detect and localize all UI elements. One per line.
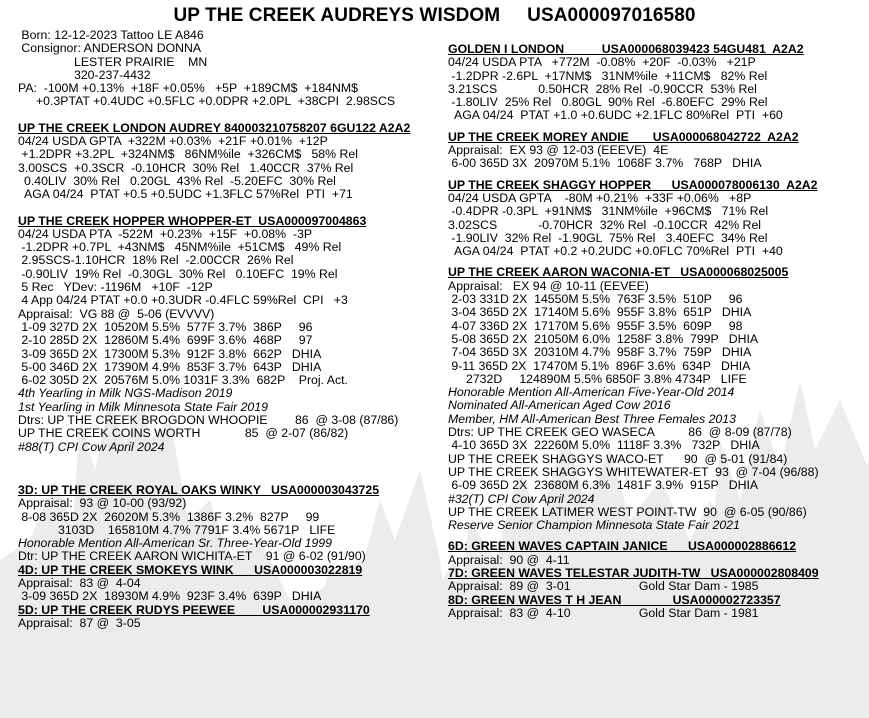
waconia-award-4: Reserve Senior Champion Minnesota State Fair 2021 — [448, 518, 740, 533]
5d-heading: 5D: UP THE CREEK RUDYS PEEWEE USA000002931170 — [18, 602, 370, 617]
3d-record: 8-08 365D 2X 26020M 5.3% 1386F 3.2% 827P 99 — [18, 509, 320, 524]
morey-appraisal: Appraisal: EX 93 @ 12-03 (EEEVE) 4E — [448, 143, 669, 158]
waconia-life: 2732D 124890M 5.5% 6850F 3.8% 4734P LIFE — [466, 371, 747, 386]
hopper-appraisal: Appraisal: VG 88 @ 5-06 (EVVVV) — [18, 306, 215, 321]
dam-heading: UP THE CREEK LONDON AUDREY 840003210758207 6GU122 A2A2 — [18, 120, 411, 135]
waconia-dtrs-3-record: 6-09 365D 2X 23680M 6.3% 1481F 3.9% 915P DHIA — [448, 478, 759, 493]
7d-heading: 7D: GREEN WAVES TELESTAR JUDITH-TW USA000002808409 — [448, 565, 819, 580]
5d-appraisal: Appraisal: 87 @ 3-05 — [18, 615, 141, 630]
pa-line-1: PA: -100M +0.13% +18F +0.05% +5P +189CM$ +184NM$ — [18, 81, 358, 96]
sire-heading: GOLDEN I LONDON USA000068039423 54GU481 A2A2 — [448, 42, 804, 56]
left-column — [18, 29, 440, 630]
3d-heading: 3D: UP THE CREEK ROYAL OAKS WINKY USA000003043725 — [18, 482, 380, 497]
waconia-award-1: Honorable Mention All-American Five-Year-Old 2014 — [448, 385, 735, 400]
hopper-award-1: 4th Yearling in Milk NGS-Madison 2019 — [18, 386, 233, 401]
8d-heading: 8D: GREEN WAVES T H JEAN USA000002723357 — [448, 592, 781, 607]
6d-appraisal: Appraisal: 90 @ 4-11 — [448, 552, 570, 567]
hopper-record-2: 2-10 285D 2X 12860M 5.4% 699F 3.6% 468P 97 — [18, 333, 313, 348]
waconia-record-5: 7-04 365D 3X 20310M 4.7% 958F 3.7% 759P DHIA — [448, 345, 752, 360]
waconia-record-3: 4-07 336D 2X 17170M 5.6% 955F 3.5% 609P 98 — [448, 318, 743, 333]
8d-appraisal: Appraisal: 83 @ 4-10 Gold Star Dam - 1981 — [448, 605, 759, 620]
4d-heading: 4D: UP THE CREEK SMOKEYS WINK USA000003022819 — [18, 562, 363, 577]
shaggy-gpta-3: 3.02SCS -0.70HCR 32% Rel -0.10CCR 42% Rel — [448, 217, 762, 232]
hopper-pta-1: 04/24 USDA PTA -522M +0.23% +15F +0.08% -3P — [18, 226, 313, 241]
consignor-city: LESTER PRAIRIE MN — [74, 54, 208, 69]
pa-line-2: +0.3PTAT +0.4UDC +0.5FLC +0.0DPR +2.0PL +38CPI 2.98SCS — [36, 94, 396, 109]
waconia-heading: UP THE CREEK AARON WACONIA-ET USA000068025005 — [448, 265, 789, 280]
dam-gpta-3: 3.00SCS +0.3SCR -0.10HCR 30% Rel 1.40CCR 37% Rel — [18, 160, 354, 175]
morey-heading: UP THE CREEK MOREY ANDIE USA000068042722 A2A2 — [448, 129, 799, 144]
hopper-award-2: 1st Yearling in Milk Minnesota State Fair 2019 — [18, 399, 268, 414]
page-title: UP THE CREEK AUDREYS WISDOM USA000097016580 — [173, 5, 696, 26]
shaggy-gpta-1: 04/24 USDA GPTA -80M +0.21% +33F +0.06% +8P — [448, 190, 752, 205]
morey-record: 6-00 365D 3X 20970M 5.1% 1068F 3.7% 768P DHIA — [448, 156, 762, 171]
sire-pta-1: 04/24 USDA PTA +772M -0.08% +20F -0.03% +21P — [448, 55, 756, 70]
waconia-record-6: 9-11 365D 2X 17470M 5.1% 896F 3.6% 634P DHIA — [448, 358, 751, 373]
shaggy-gpta-4: -1.90LIV 32% Rel -1.90GL 75% Rel 3.40EFC 34% Rel — [448, 230, 768, 245]
waconia-record-4: 5-08 365D 2X 21050M 6.0% 1258F 3.8% 799P DHIA — [448, 331, 759, 346]
shaggy-heading: UP THE CREEK SHAGGY HOPPER USA000078006130 A2A2 — [448, 177, 818, 192]
waconia-dtrs-2: UP THE CREEK SHAGGYS WACO-ET 90 @ 5-01 (91/84) — [448, 451, 788, 466]
hopper-pta-2: -1.2DPR +0.7PL +43NM$ 45NM%ile +51CM$ 49% Rel — [18, 240, 342, 255]
4d-appraisal: Appraisal: 83 @ 4-04 — [18, 575, 141, 590]
hopper-dtrs-1: Dtrs: UP THE CREEK BROGDON WHOOPIE 86 @ 3-08 (87/86) — [18, 413, 399, 428]
dam-gpta-2: +1.2DPR +3.2PL +324NM$ 86NM%ile +326CM$ 58% Rel — [18, 147, 358, 162]
3d-dtr: Dtr: UP THE CREEK AARON WICHITA-ET 91 @ 6-02 (91/90) — [18, 549, 366, 564]
sire-aga: AGA 04/24 PTAT +1.0 +0.6UDC +2.1FLC 80%Rel PTI +60 — [454, 108, 783, 123]
waconia-record-2: 3-04 365D 2X 17140M 5.6% 955F 3.8% 651P DHIA — [448, 305, 752, 320]
6d-heading: 6D: GREEN WAVES CAPTAIN JANICE USA000002886612 — [448, 539, 797, 554]
right-column — [448, 43, 866, 620]
hopper-record-5: 6-02 305D 2X 20576M 5.0% 1031F 3.3% 682P Proj. Act. — [18, 373, 348, 388]
consignor-name: Consignor: ANDERSON DONNA — [18, 41, 202, 56]
shaggy-gpta-2: -0.4DPR -0.3PL +91NM$ 31NM%ile +96CM$ 71% Rel — [448, 204, 769, 219]
7d-appraisal: Appraisal: 89 @ 3-01 Gold Star Dam - 1985 — [448, 579, 759, 594]
birth-info: Born: 12-12-2023 Tattoo LE A846 — [18, 28, 204, 42]
shaggy-aga: AGA 04/24 PTAT +0.2 +0.2UDC +0.0FLC 70%Rel PTI +40 — [454, 244, 783, 259]
hopper-cpi: #88(T) CPI Cow April 2024 — [18, 439, 165, 454]
consignor-phone: 320-237-4432 — [74, 67, 151, 82]
3d-life: 3103D 165810M 4.7% 7791F 3.4% 5671P LIFE — [58, 522, 336, 537]
hopper-dtrs-2: UP THE CREEK COINS WORTH 85 @ 2-07 (86/82) — [18, 426, 349, 441]
waconia-award-2: Nominated All-American Aged Cow 2016 — [448, 398, 671, 413]
hopper-record-4: 5-00 346D 2X 17390M 4.9% 853F 3.7% 643P DHIA — [18, 359, 322, 374]
waconia-award-3: Member, HM All-American Best Three Females 2013 — [448, 411, 736, 426]
hopper-record-1: 1-09 327D 2X 10520M 5.5% 577F 3.7% 386P 96 — [18, 319, 313, 334]
sire-pta-4: -1.80LIV 25% Rel 0.80GL 90% Rel -6.80EFC 29% Rel — [448, 95, 768, 110]
dam-gpta-1: 04/24 USDA GPTA +322M +0.03% +21F +0.01% +12P — [18, 134, 328, 149]
sire-pta-3: 3.21SCS 0.50HCR 28% Rel -0.90CCR 53% Rel — [448, 81, 757, 96]
hopper-pta-4: -0.90LIV 19% Rel -0.30GL 30% Rel 0.10EFC 19% Rel — [18, 266, 338, 281]
waconia-dtrs-1: Dtrs: UP THE CREEK GEO WASECA 86 @ 8-09 (87/78) — [448, 425, 792, 440]
3d-appraisal: Appraisal: 93 @ 10-00 (93/92) — [18, 496, 187, 511]
waconia-dtrs-4: UP THE CREEK LATIMER WEST POINT-TW 90 @ 6-05 (90/86) — [448, 504, 807, 519]
sire-pta-2: -1.2DPR -2.6PL +17NM$ 31NM%ile +11CM$ 82% Rel — [448, 68, 768, 83]
waconia-record-1: 2-03 331D 2X 14550M 5.5% 763F 3.5% 510P 96 — [448, 292, 743, 307]
hopper-pta-3: 2.95SCS-1.10HCR 18% Rel -2.00CCR 26% Rel — [18, 253, 294, 268]
hopper-app: 4 App 04/24 PTAT +0.0 +0.3UDR -0.4FLC 59%Rel CPI +3 — [18, 293, 348, 308]
waconia-cpi: #32(T) CPI Cow April 2024 — [448, 491, 595, 506]
hopper-record-3: 3-09 365D 2X 17300M 5.3% 912F 3.8% 662P DHIA — [18, 346, 322, 361]
dam-aga: AGA 04/24 PTAT +0.5 +0.5UDC +1.3FLC 57%Rel PTI +71 — [24, 187, 353, 202]
4d-record: 3-09 365D 2X 18930M 4.9% 923F 3.4% 639P DHIA — [18, 589, 322, 604]
waconia-dtrs-3: UP THE CREEK SHAGGYS WHITEWATER-ET 93 @ 7-04 (96/88) — [448, 464, 819, 479]
hopper-rec: 5 Rec YDev: -1196M +10F -12P — [18, 280, 213, 295]
waconia-appraisal: Appraisal: EX 94 @ 10-11 (EEVEE) — [448, 278, 649, 293]
3d-award: Honorable Mention All-American Sr. Three-Year-Old 1999 — [18, 536, 332, 551]
sire-of-dam-heading: UP THE CREEK HOPPER WHOPPER-ET USA000097004863 — [18, 213, 367, 228]
waconia-dtrs-1-record: 4-10 365D 3X 22260M 5.0% 1118F 3.3% 732P DHIA — [448, 438, 760, 453]
dam-gpta-4: 0.40LIV 30% Rel 0.20GL 43% Rel -5.20EFC 30% Rel — [24, 173, 336, 188]
